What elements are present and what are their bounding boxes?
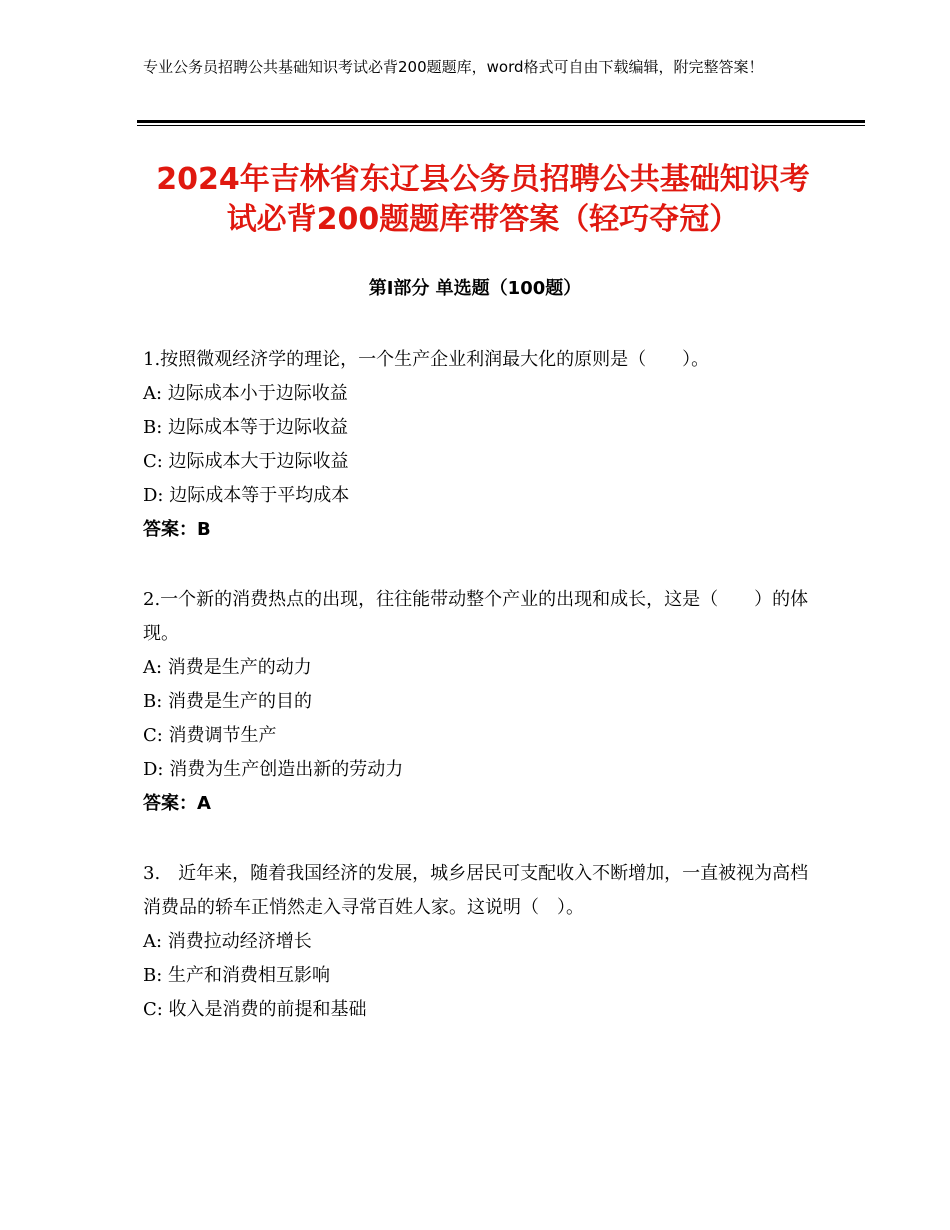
header-note: 专业公务员招聘公共基础知识考试必背200题题库，word格式可自由下载编辑，附完整答案！ [143, 58, 764, 76]
option-d: D: 消费为生产创造出新的劳动力 [143, 759, 404, 780]
question-3 [143, 857, 813, 1027]
option-c: C: 消费调节生产 [143, 725, 277, 746]
option-c: C: 收入是消费的前提和基础 [143, 999, 367, 1020]
answer: 答案：A [143, 793, 211, 814]
document-title: 2024年吉林省东辽县公务员招聘公共基础知识考试必背200题题库带答案（轻巧夺冠） [156, 162, 810, 237]
option-a: A: 消费是生产的动力 [143, 657, 312, 678]
option-c: C: 边际成本大于边际收益 [143, 451, 349, 472]
option-a: A: 消费拉动经济增长 [143, 931, 312, 952]
answer: 答案：B [143, 519, 211, 540]
header-divider-thin [137, 125, 865, 126]
option-a: A: 边际成本小于边际收益 [143, 383, 348, 404]
section-title: 第Ⅰ部分 单选题（100题） [368, 278, 582, 299]
question-1 [143, 343, 813, 547]
header-divider-thick [137, 120, 865, 123]
question-stem: 3. 近年来，随着我国经济的发展，城乡居民可支配收入不断增加，一直被视为高档消费品的轿车正悄然走入寻常百姓人家。这说明（ ）。 [143, 863, 809, 918]
option-b: B: 生产和消费相互影响 [143, 965, 331, 986]
question-2 [143, 583, 813, 821]
option-b: B: 边际成本等于边际收益 [143, 417, 349, 438]
question-stem: 1.按照微观经济学的理论，一个生产企业利润最大化的原则是（ ）。 [143, 349, 710, 370]
option-b: B: 消费是生产的目的 [143, 691, 313, 712]
option-d: D: 边际成本等于平均成本 [143, 485, 350, 506]
question-list [143, 343, 813, 1063]
question-stem: 2.一个新的消费热点的出现，往往能带动整个产业的出现和成长，这是（ ）的体现。 [143, 589, 809, 644]
